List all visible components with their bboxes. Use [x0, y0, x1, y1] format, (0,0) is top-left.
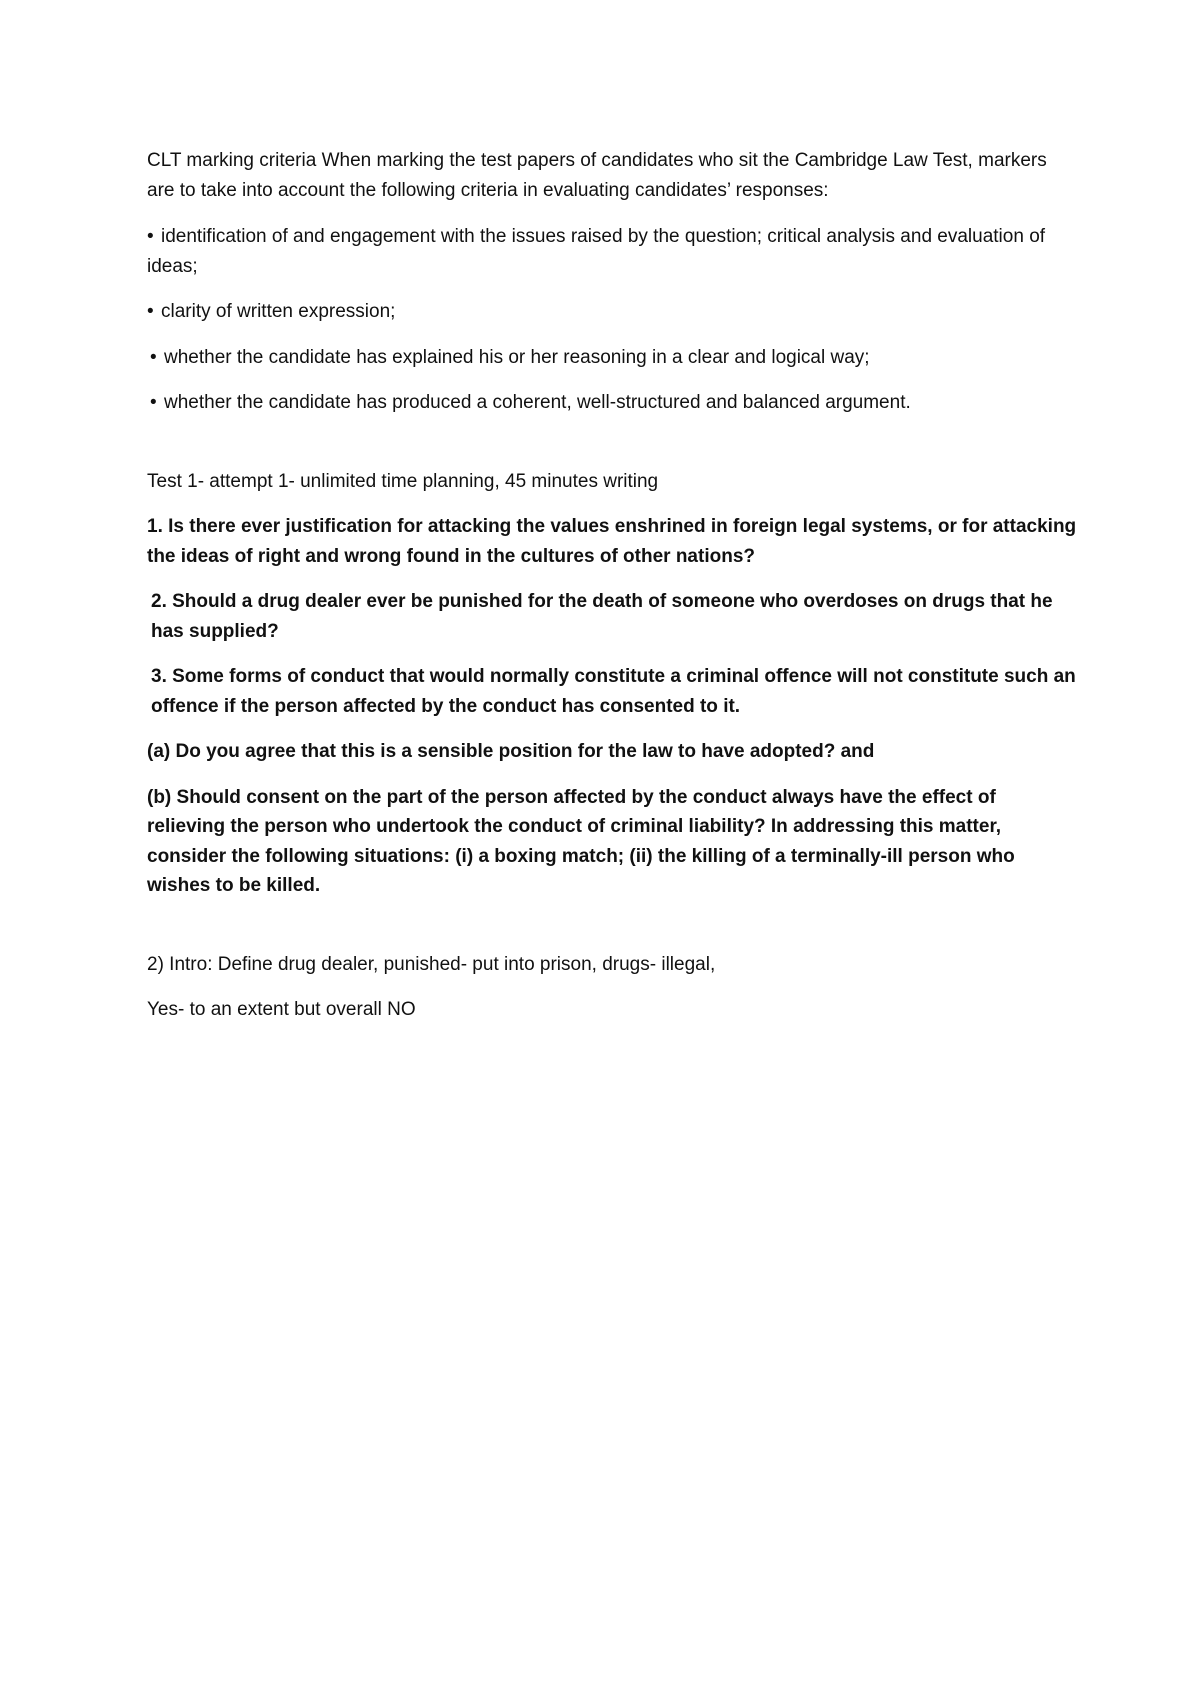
criteria-item: [147, 343, 1077, 373]
question-3: 3. Some forms of conduct that would normally constitute a criminal offence will not constitute such an offence if the person affected by the conduct has consented to it.: [151, 666, 1076, 717]
notes-answer: Yes- to an extent but overall NO: [147, 999, 416, 1020]
marking-criteria-intro: CLT marking criteria When marking the test papers of candidates who sit the Cambridge Law Test, markers are to take into account the following criteria in evaluating candidates’ responses:: [147, 150, 1047, 201]
bullet-icon: •: [150, 346, 157, 368]
criteria-item: [147, 297, 1077, 327]
criteria-text: whether the candidate has produced a coherent, well-structured and balanced argument.: [164, 392, 911, 413]
criteria-text: clarity of written expression;: [161, 301, 396, 322]
question-2: 2. Should a drug dealer ever be punished for the death of someone who overdoses on drugs that he has supplied?: [151, 591, 1053, 642]
notes-intro: 2) Intro: Define drug dealer, punished- put into prison, drugs- illegal,: [147, 953, 716, 975]
criteria-item: [147, 222, 1077, 281]
question-3a: (a) Do you agree that this is a sensible position for the law to have adopted? and: [147, 741, 875, 762]
test-heading: Test 1- attempt 1- unlimited time planning, 45 minutes writing: [147, 470, 659, 492]
bullet-icon: •: [147, 301, 154, 322]
criteria-item: [147, 388, 1077, 418]
bullet-icon: •: [147, 226, 154, 247]
document-body: [147, 146, 1077, 1025]
bullet-icon: •: [150, 392, 157, 413]
criteria-text: identification of and engagement with the issues raised by the question; critical analysis and evaluation of ideas;: [147, 226, 1046, 277]
question-3b: (b) Should consent on the part of the person affected by the conduct always have the effect of relieving the person who undertook the conduct of criminal liability? In addressing this matter, consider the following situations: (i) a boxing match; (ii) the killing of a terminally-ill person who wishes to be killed.: [147, 786, 1015, 896]
question-1: 1. Is there ever justification for attacking the values enshrined in foreign legal systems, or for attacking the ideas of right and wrong found in the cultures of other nations?: [147, 516, 1077, 567]
criteria-text: whether the candidate has explained his or her reasoning in a clear and logical way;: [164, 346, 870, 368]
